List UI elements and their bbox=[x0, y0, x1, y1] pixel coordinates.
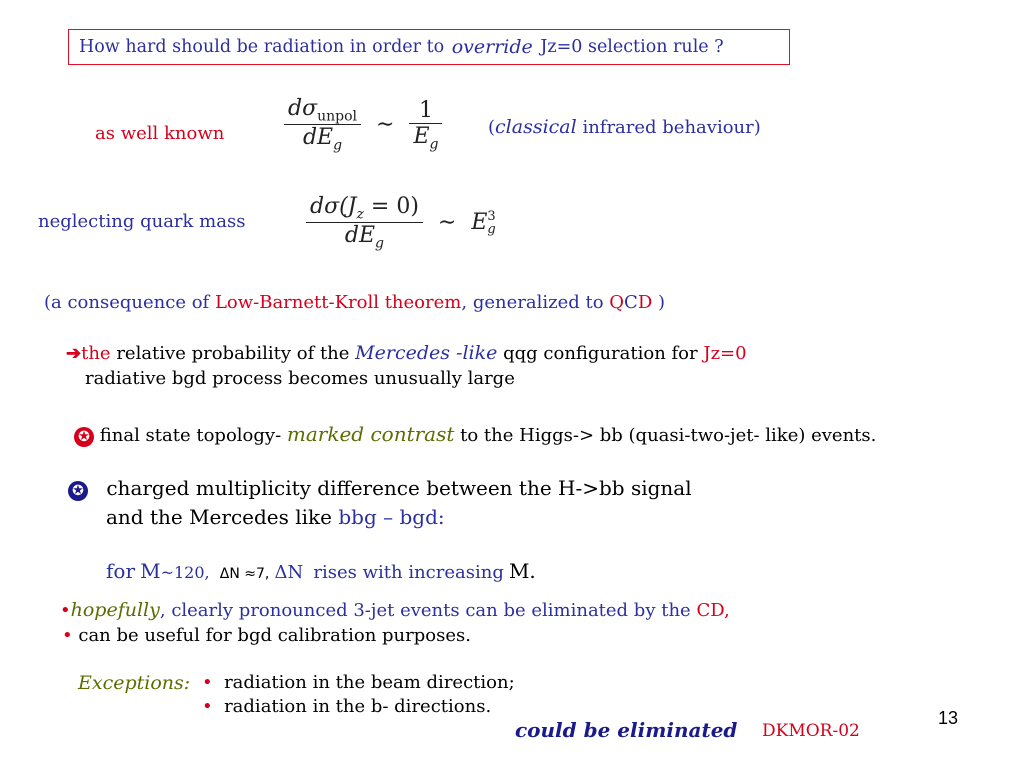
calibration-line: • can be useful for bgd calibration purposes. bbox=[62, 625, 471, 646]
fraction-unpol: $\frac{d\sigma_{unpol}}{dE_g}$ bbox=[284, 96, 361, 154]
exceptions-label: Exceptions: bbox=[78, 672, 191, 694]
star-bullet-icon: ✪ bbox=[74, 427, 94, 447]
relative-line-2: radiative bgd process becomes unusually large bbox=[85, 368, 515, 389]
page-number: 13 bbox=[938, 708, 959, 728]
fraction-jz0: $\frac{d\sigma(J_z = 0)}{dE_g}$ bbox=[306, 194, 423, 252]
well-known-label: as well known bbox=[95, 123, 225, 144]
title-box bbox=[68, 29, 790, 65]
title-emph: override bbox=[451, 36, 533, 58]
charged-line-1: ✪ charged multiplicity difference between the H->bb signal bbox=[68, 476, 692, 501]
consequence-line: (a consequence of Low-Barnett-Kroll theorem, generalized to QCD ) bbox=[44, 292, 666, 313]
title-prefix: How hard should be radiation in order to bbox=[79, 37, 445, 57]
fraction-one-over-eg: $\frac{1}{E_g}$ bbox=[409, 98, 442, 152]
star-bullet-icon: ✪ bbox=[68, 481, 88, 501]
hopefully-line: •hopefully, clearly pronounced 3-jet events can be eliminated by the CD, bbox=[60, 599, 730, 621]
could-be-eliminated: could be eliminated bbox=[515, 718, 738, 742]
formula-unpol: $\frac{d\sigma_{unpol}}{dE_g}$ ∼ $\frac{1}{E_g}$ bbox=[284, 96, 442, 154]
title-suffix: Jz=0 selection rule ? bbox=[540, 37, 724, 57]
final-state-line: ✪ final state topology- marked contrast to the Higgs-> bb (quasi-two-jet- like) events. bbox=[74, 422, 876, 447]
exception-item-2: • radiation in the b- directions. bbox=[202, 696, 492, 717]
exception-item-1: • radiation in the beam direction; bbox=[202, 672, 515, 693]
classical-note: (classical infrared behaviour) bbox=[488, 116, 761, 138]
arrow-right-icon: ➔ bbox=[66, 343, 82, 364]
charged-line-3: for M~120, ΔN ≈7, ΔN rises with increasing M. bbox=[106, 559, 536, 583]
reference-tag: DKMOR-02 bbox=[762, 721, 860, 741]
neglecting-label: neglecting quark mass bbox=[38, 211, 246, 232]
relative-line-1: ➔the relative probability of the Mercedes -like qqg configuration for Jz=0 bbox=[66, 342, 747, 364]
charged-line-2: and the Mercedes like bbg – bgd: bbox=[106, 505, 445, 529]
formula-jz0: $\frac{d\sigma(J_z = 0)}{dE_g}$ ∼ E 3 g bbox=[306, 194, 496, 252]
